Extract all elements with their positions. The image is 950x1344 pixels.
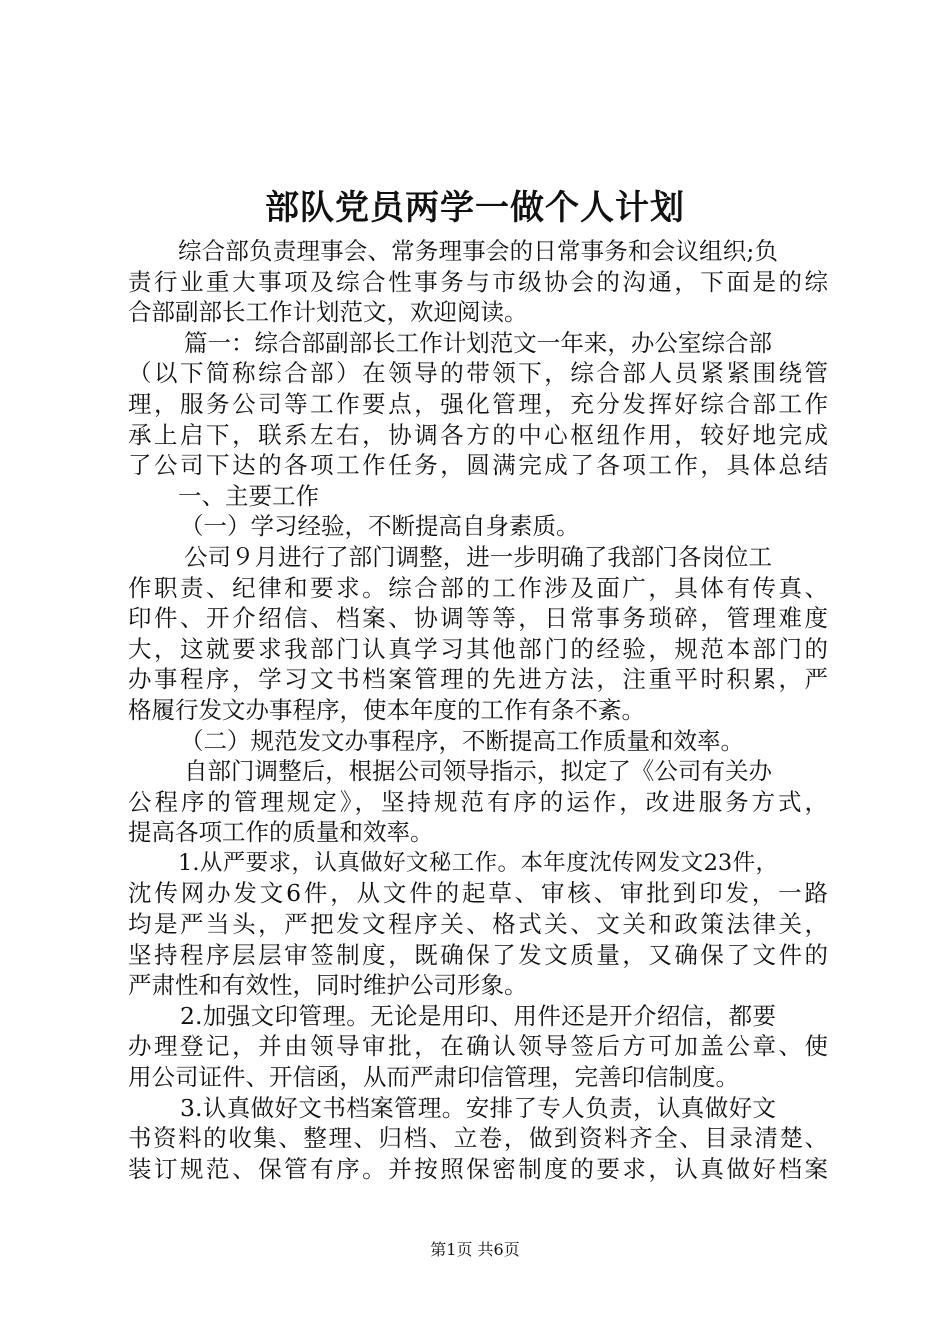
document-body xyxy=(128,236,828,1184)
text-line: 理，服务公司等工作要点，强化管理，充分发挥好综合部工作 xyxy=(128,389,828,418)
subsection-heading: （一）学习经验，不断提高自身素质。 xyxy=(180,512,580,541)
text-line: 书资料的收集、整理、归档、立卷，做到资料齐全、目录清楚、 xyxy=(128,1124,828,1153)
text-line: 自部门调整后，根据公司领导指示，拟定了《公司有关办 xyxy=(184,757,772,786)
text-line: 沈传网办发文6件，从文件的起草、审核、审批到印发，一路 xyxy=(128,879,828,908)
text-line: 合部副部长工作计划范文，欢迎阅读。 xyxy=(128,298,528,327)
text-line: 大，这就要求我部门认真学习其他部门的经验，规范本部门的 xyxy=(128,634,828,663)
text-line: 公程序的管理规定》，坚持规范有序的运作，改进服务方式， xyxy=(128,787,828,816)
text-line: 坚持程序层层审签制度，既确保了发文质量，又确保了文件的 xyxy=(128,940,828,969)
text-line: 篇一：综合部副部长工作计划范文一年来，办公室综合部 xyxy=(184,328,772,357)
text-line: 格履行发文办事程序，使本年度的工作有条不紊。 xyxy=(128,695,645,724)
text-line: 1.从严要求，认真做好文秘工作。本年度沈传网发文23件， xyxy=(178,849,778,876)
text-line: 均是严当头，严把发文程序关、格式关、文关和政策法律关， xyxy=(128,910,828,939)
page-footer: 第1页 共6页 xyxy=(430,1240,520,1259)
text-line: 责行业重大事项及综合性事务与市级协会的沟通，下面是的综 xyxy=(128,267,828,296)
text-line: 印件、开介绍信、档案、协调等等，日常事务琐碎，管理难度 xyxy=(128,604,828,633)
text-line: 公司９月进行了部门调整，进一步明确了我部门各岗位工 xyxy=(184,542,772,571)
text-line: 承上启下，联系左右，协调各方的中心枢纽作用，较好地完成 xyxy=(128,420,828,449)
text-line: 作职责、纪律和要求。综合部的工作涉及面广，具体有传真、 xyxy=(128,573,828,602)
text-line: 用公司证件、开信函，从而严肃印信管理，完善印信制度。 xyxy=(128,1063,739,1092)
text-line: 了公司下达的各项工作任务，圆满完成了各项工作，具体总结 xyxy=(128,451,828,480)
text-line: 办事程序，学习文书档案管理的先进方法，注重平时积累，严 xyxy=(128,665,828,694)
text-line: （以下简称综合部）在领导的带领下，综合部人员紧紧围绕管 xyxy=(128,359,828,388)
section-heading: 一、主要工作 xyxy=(178,481,319,510)
text-line: 装订规范、保管有序。并按照保密制度的要求，认真做好档案 xyxy=(128,1154,828,1183)
text-line: 2.加强文印管理。无论是用印、用件还是开介绍信，都要 xyxy=(180,1001,776,1030)
text-line: 综合部负责理事会、常务理事会的日常事务和会议组织;负 xyxy=(178,237,778,265)
text-line: 严肃性和有效性，同时维护公司形象。 xyxy=(128,971,528,1000)
text-line: 提高各项工作的质量和效率。 xyxy=(128,818,434,847)
text-line: 办理登记，并由领导审批，在确认领导签后方可加盖公章、使 xyxy=(128,1032,828,1061)
document-title: 部队党员两学一做个人计划 xyxy=(265,188,685,228)
text-line: 3.认真做好文书档案管理。安排了专人负责，认真做好文 xyxy=(180,1093,776,1122)
subsection-heading: （二）规范发文办事程序，不断提高工作质量和效率。 xyxy=(180,726,744,755)
